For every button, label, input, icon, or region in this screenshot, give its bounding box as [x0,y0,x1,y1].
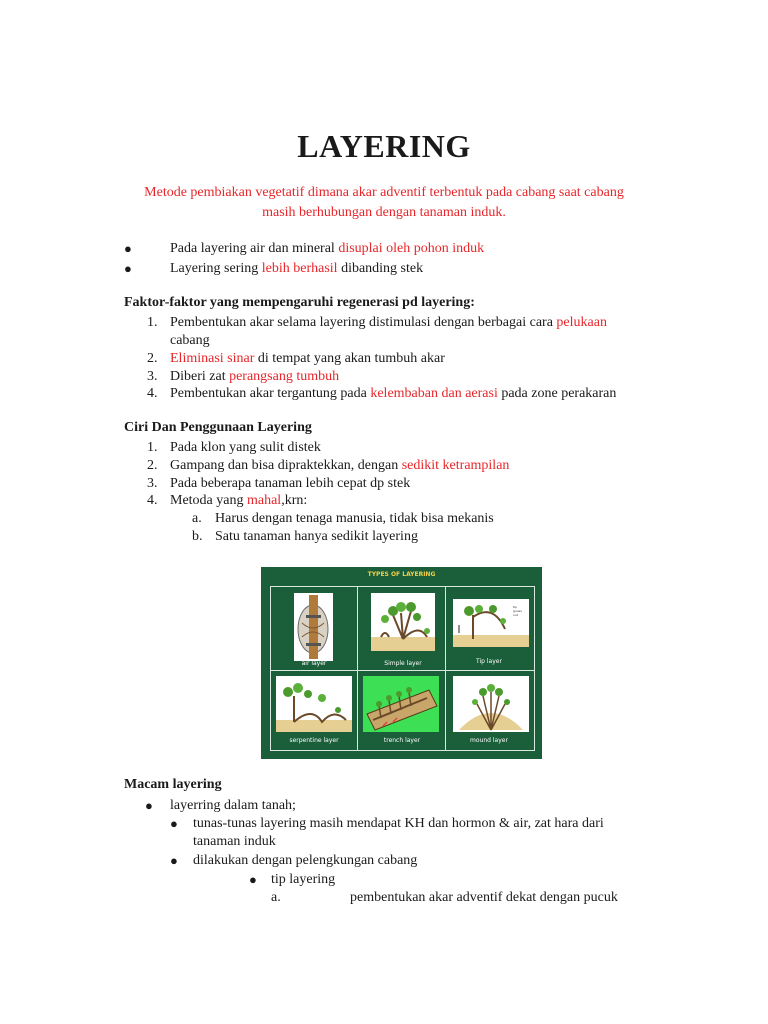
tip-label-2: grows [513,609,522,613]
layering-types-figure [261,567,542,759]
bullet-marker: ● [249,872,257,887]
ciri-item-3: Pada beberapa tanaman lebih cepat dp stek [170,476,411,491]
bullet-item-2: Layering sering lebih berhasil dibanding stek [170,261,424,276]
list-number: 1. [147,440,158,455]
serpentine-layer-illustration [276,676,352,732]
figure-caption-air-layer: air layer [301,660,327,667]
sublist-letter: a. [192,511,202,526]
trench-layer-illustration [363,676,439,732]
list-number: 4. [147,493,158,508]
figure-caption-serpentine-layer: serpentine layer [289,737,339,744]
faktor-item-1: Pembentukan akar selama layering distimulasi dengan berbagai cara pelukaan [170,315,607,330]
faktor-heading: Faktor-faktor yang mempengaruhi regenerasi pd layering: [124,295,475,310]
figure-caption-simple-layer: Simple layer [384,660,422,667]
macam-heading: Macam layering [124,777,222,792]
list-number: 3. [147,369,158,384]
air-layer-illustration [294,593,333,661]
bullet-marker: ● [145,798,153,813]
list-number: 1. [147,315,158,330]
macam-item-2a: tunas-tunas layering masih mendapat KH dan hormon & air, zat hara dari [193,816,604,831]
macam-item-1: layerring dalam tanah; [170,798,296,813]
ciri-item-2: Gampang dan bisa dipraktekkan, dengan sedikit ketrampilan [170,458,510,473]
tip-layer-illustration [453,599,529,647]
tip-label-3: out [513,613,518,617]
sublist-letter: a. [271,890,281,905]
mound-layer-illustration [453,676,529,732]
simple-layer-illustration [371,593,435,651]
ciri-item-1: Pada klon yang sulit distek [170,440,321,455]
bullet-marker: ● [124,241,132,256]
figure-caption-mound-layer: mound layer [470,737,508,744]
tip-label-1: tip [513,605,517,609]
sublist-letter: b. [192,529,203,544]
ciri-subitem-a: Harus dengan tenaga manusia, tidak bisa mekanis [215,511,494,526]
bullet-marker: ● [124,261,132,276]
figure-caption-trench-layer: trench layer [383,737,421,744]
macam-item-4: pembentukan akar adventif dekat dengan pucuk [350,890,618,905]
list-number: 2. [147,458,158,473]
definition-line-1: Metode pembiakan vegetatif dimana akar adventif terbentuk pada cabang saat cabang [144,185,624,200]
ciri-subitem-b: Satu tanaman hanya sedikit layering [215,529,418,544]
ciri-item-4: Metoda yang mahal,krn: [170,493,308,508]
faktor-item-1-cont: cabang [170,333,210,348]
list-number: 3. [147,476,158,491]
faktor-item-4: Pembentukan akar tergantung pada kelembaban dan aerasi pada zone perakaran [170,386,617,401]
macam-item-2b: dilakukan dengan pelengkungan cabang [193,853,418,868]
list-number: 4. [147,386,158,401]
faktor-item-2: Eliminasi sinar di tempat yang akan tumbuh akar [170,351,445,366]
ciri-heading: Ciri Dan Penggunaan Layering [124,420,312,435]
figure-grid [270,586,535,751]
figure-title: TYPES OF LAYERING [367,571,436,578]
macam-item-3: tip layering [271,872,336,887]
list-number: 2. [147,351,158,366]
page-title: LAYERING [297,128,471,164]
macam-item-2a-cont: tanaman induk [193,834,276,849]
definition-line-2: masih berhubungan dengan tanaman induk. [262,205,506,220]
bullet-marker: ● [170,853,178,868]
bullet-item-1: Pada layering air dan mineral disuplai oleh pohon induk [170,241,485,256]
bullet-marker: ● [170,816,178,831]
faktor-item-3: Diberi zat perangsang tumbuh [170,369,340,384]
figure-caption-tip-layer: Tip layer [476,658,502,665]
